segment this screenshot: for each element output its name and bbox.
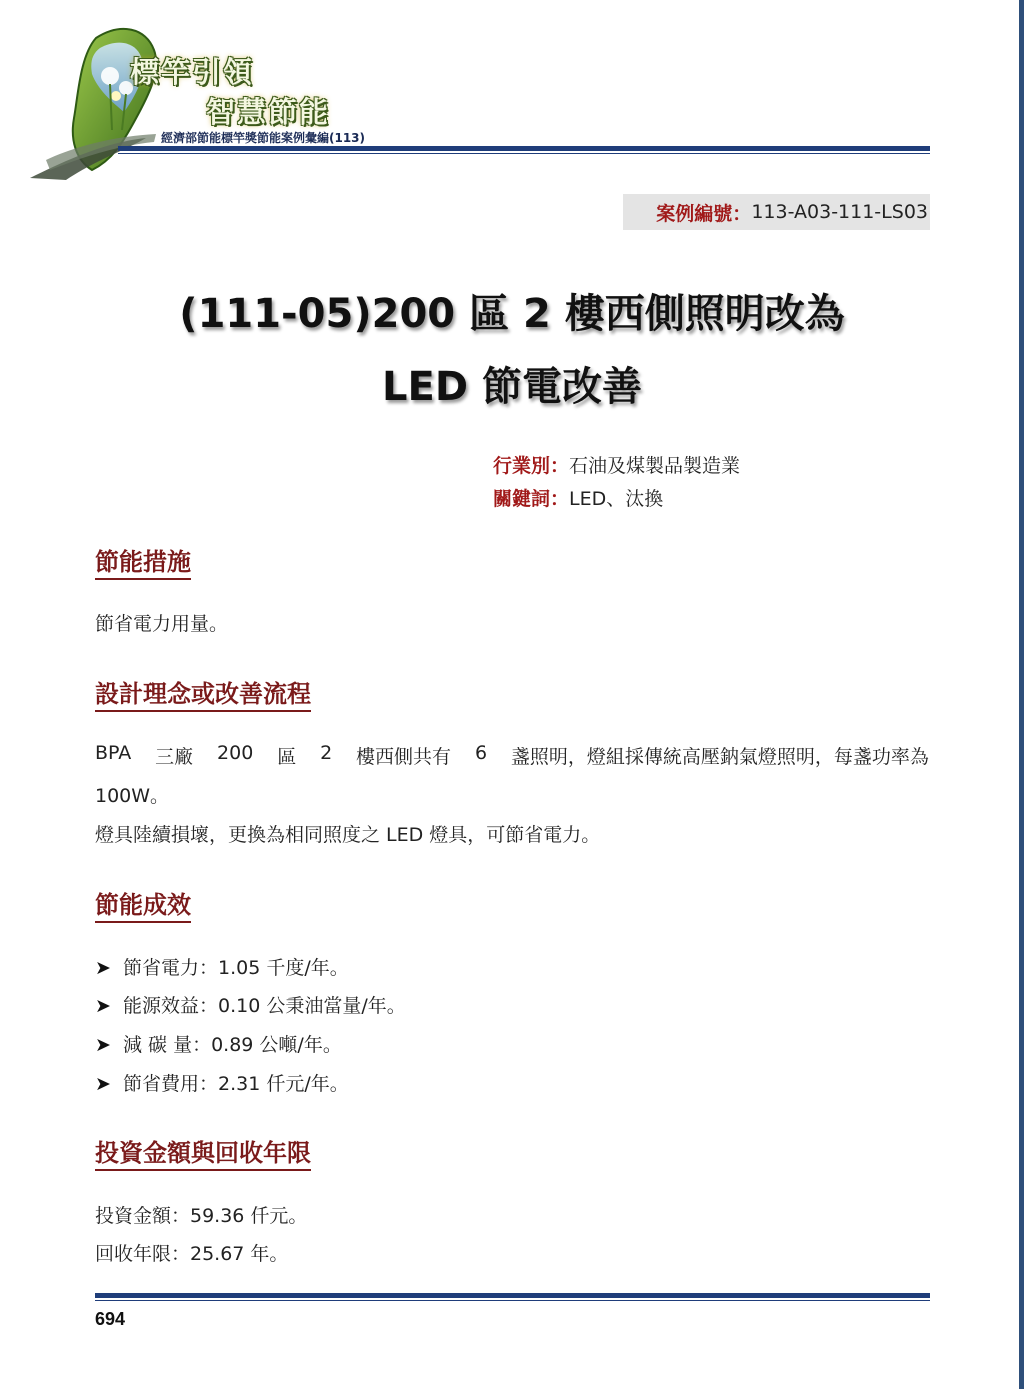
case-number-label: 案例編號： bbox=[656, 202, 752, 225]
result-item-text: 節省費用：2.31 仟元/年。 bbox=[123, 1073, 349, 1095]
result-item bbox=[95, 1030, 342, 1057]
industry-value: 石油及煤製品製造業 bbox=[569, 455, 741, 477]
result-item bbox=[95, 991, 406, 1018]
page-number: 694 bbox=[95, 1309, 126, 1329]
page-title-line2: LED 節電改善 bbox=[382, 364, 642, 410]
header-divider-thin bbox=[118, 153, 930, 154]
section-heading-results: 節能成效 bbox=[95, 891, 191, 923]
arrow-right-icon: ➤ bbox=[95, 1073, 111, 1095]
result-item-text: 節省電力：1.05 千度/年。 bbox=[123, 957, 349, 979]
case-number-box bbox=[623, 194, 930, 230]
design-line3: 燈具陸續損壞，更換為相同照度之 LED 燈具，可節省電力。 bbox=[95, 824, 601, 846]
logo-title-line1: 標竿引領 bbox=[130, 55, 255, 89]
design-line1 bbox=[95, 742, 929, 769]
design-word: 6 bbox=[474, 742, 488, 764]
page-title-line1: (111-05)200 區 2 樓西側照明改為 bbox=[179, 291, 845, 337]
section-heading-design: 設計理念或改善流程 bbox=[95, 680, 311, 712]
header-subtitle: 經濟部節能標竿獎節能案例彙編(113) bbox=[161, 131, 366, 145]
page-edge-bar bbox=[1019, 0, 1024, 1389]
logo-title-line2: 智慧節能 bbox=[206, 95, 331, 129]
section-heading-measures: 節能措施 bbox=[95, 548, 191, 580]
payback-period: 回收年限：25.67 年。 bbox=[95, 1243, 289, 1265]
keyword-label: 關鍵詞： bbox=[493, 488, 570, 510]
result-item bbox=[95, 953, 349, 980]
design-word: 三廠 bbox=[155, 746, 194, 768]
keyword-row bbox=[493, 484, 663, 511]
footer-divider-thin bbox=[95, 1300, 930, 1301]
measures-text: 節省電力用量。 bbox=[95, 613, 229, 635]
industry-label: 行業別： bbox=[493, 455, 570, 477]
design-word: 2 bbox=[320, 742, 333, 764]
arrow-right-icon: ➤ bbox=[95, 1034, 111, 1056]
design-word: 盞照明，燈組採傳統高壓鈉氣燈照明，每盞功率為 bbox=[510, 746, 929, 768]
keyword-value: LED、汰換 bbox=[569, 488, 664, 510]
design-word: 樓西側共有 bbox=[356, 746, 452, 768]
design-word: BPA bbox=[95, 742, 132, 764]
arrow-right-icon: ➤ bbox=[95, 995, 111, 1017]
result-item-text: 能源效益：0.10 公秉油當量/年。 bbox=[123, 995, 406, 1017]
investment-amount: 投資金額：59.36 仟元。 bbox=[95, 1205, 308, 1227]
section-heading-investment: 投資金額與回收年限 bbox=[95, 1139, 311, 1171]
industry-row bbox=[493, 451, 740, 478]
design-word: 200 bbox=[217, 742, 254, 764]
footer-divider bbox=[95, 1293, 930, 1298]
header-divider bbox=[118, 146, 930, 151]
design-word: 區 bbox=[277, 746, 297, 768]
design-line2: 100W。 bbox=[95, 785, 170, 807]
logo bbox=[26, 10, 376, 185]
arrow-right-icon: ➤ bbox=[95, 957, 111, 979]
result-item bbox=[95, 1069, 349, 1096]
case-number-value: 113-A03-111-LS03 bbox=[751, 201, 928, 223]
result-item-text: 減 碳 量：0.89 公噸/年。 bbox=[123, 1034, 342, 1056]
